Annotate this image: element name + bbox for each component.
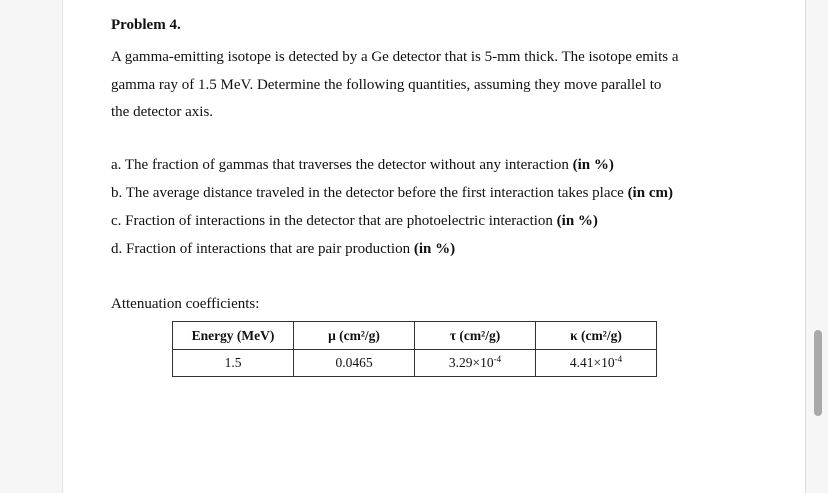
- cell-kappa: [536, 350, 657, 377]
- cell-tau: [415, 350, 536, 377]
- question-unit: (in cm): [627, 185, 673, 201]
- intro-line: A gamma-emitting isotope is detected by a Ge detector that is 5-mm thick. The isotope emits a: [111, 49, 679, 65]
- header-energy: Energy (MeV): [173, 322, 294, 350]
- cell-energy: 1.5: [173, 350, 294, 377]
- question-a: [111, 157, 614, 174]
- header-mu: μ (cm²/g): [294, 322, 415, 350]
- tau-exponent: -4: [493, 354, 502, 364]
- table-row: [173, 350, 657, 377]
- question-unit: (in %): [413, 241, 456, 257]
- problem-intro: [111, 44, 731, 127]
- cell-mu: 0.0465: [294, 350, 415, 377]
- left-margin: [0, 0, 63, 493]
- question-unit: (in %): [556, 213, 598, 229]
- kappa-exponent: -4: [614, 354, 623, 364]
- attenuation-table: [172, 321, 657, 377]
- question-d: [111, 241, 455, 258]
- question-text: b. The average distance traveled in the detector before the first interaction takes place: [111, 185, 628, 201]
- question-text: a. The fraction of gammas that traverses the detector without any interaction: [111, 157, 573, 173]
- question-c: [111, 213, 598, 230]
- problem-title: Problem 4.: [111, 17, 181, 33]
- question-text: c. Fraction of interactions in the detector that are photoelectric interaction: [111, 213, 557, 229]
- header-tau: τ (cm²/g): [415, 322, 536, 350]
- intro-line: the detector axis.: [111, 104, 214, 120]
- tau-base: 3.29×10: [448, 355, 494, 370]
- kappa-base: 4.41×10: [569, 355, 615, 370]
- header-kappa: κ (cm²/g): [536, 322, 657, 350]
- question-b: [111, 185, 673, 202]
- question-unit: (in %): [572, 157, 614, 173]
- table-header-row: [173, 322, 657, 350]
- question-text: d. Fraction of interactions that are pair production: [111, 241, 414, 257]
- intro-line: gamma ray of 1.5 MeV. Determine the following quantities, assuming they move parallel to: [111, 76, 662, 93]
- attenuation-label: Attenuation coefficients:: [111, 296, 260, 312]
- scrollbar-track[interactable]: [805, 0, 828, 493]
- scrollbar-thumb[interactable]: [814, 330, 822, 416]
